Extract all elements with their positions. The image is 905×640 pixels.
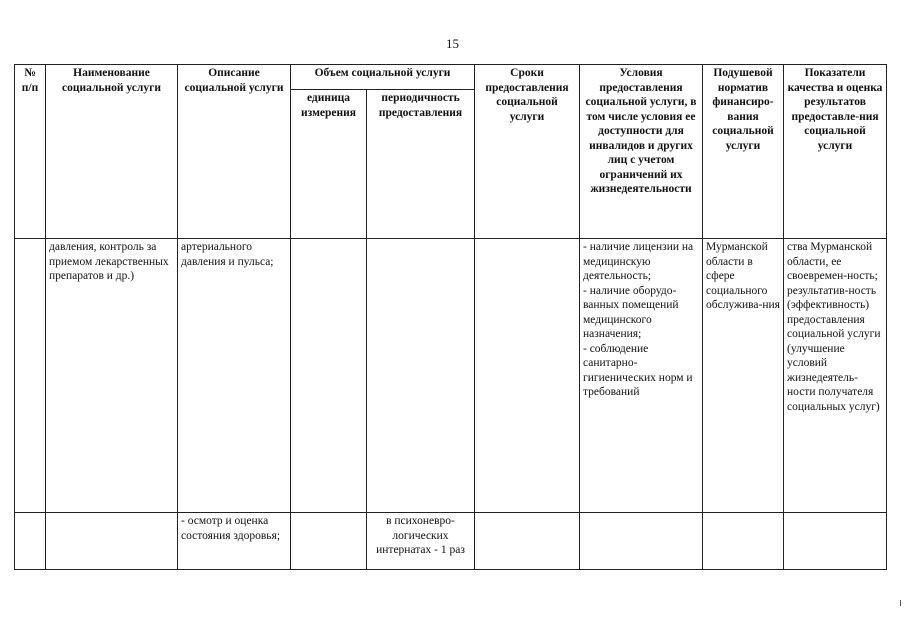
cell-conditions <box>580 513 703 570</box>
cell-norm <box>703 513 784 570</box>
header-row <box>15 65 887 90</box>
cell-name: давления, контроль за приемом лекарственных препаратов и др.) <box>46 239 178 513</box>
header-volume: Объем социальной услуги <box>291 65 475 90</box>
cell-description: артериального давления и пульса; <box>178 239 291 513</box>
cell-unit <box>291 239 367 513</box>
header-description: Описание социальной услуги <box>178 65 291 239</box>
cell-indicators <box>784 513 887 570</box>
cell-name <box>46 513 178 570</box>
header-periodicity: периодичность предоставления <box>367 90 475 239</box>
cell-terms <box>475 513 580 570</box>
cell-periodicity <box>367 239 475 513</box>
cell-unit <box>291 513 367 570</box>
table-row <box>15 239 887 513</box>
page-number: 15 <box>446 36 459 51</box>
cell-description: - осмотр и оценка состояния здоровья; <box>178 513 291 570</box>
cell-norm: Мурманской области в сфере социального обслужива-ния <box>703 239 784 513</box>
cell-num <box>15 239 46 513</box>
header-unit: единица измерения <box>291 90 367 239</box>
cell-indicators: ства Мурманской области, ее своевремен-ность; результатив-ность (эффективность) предоставления социальной услуги (улучшение условий жизнедеятель-ности получателя социальных услуг) <box>784 239 887 513</box>
header-indicators: Показатели качества и оценка результатов предоставле-ния социальной услуги <box>784 65 887 239</box>
scan-artifact <box>900 600 901 606</box>
header-num: № п/п <box>15 65 46 239</box>
cell-num <box>15 513 46 570</box>
cell-periodicity: в психоневро-логических интернатах - 1 раз <box>367 513 475 570</box>
header-norm: Подушевой норматив финансиро-вания социальной услуги <box>703 65 784 239</box>
header-conditions: Условия предоставления социальной услуги, в том числе условия ее доступности для инвалидов и других лиц с учетом ограничений их жизнедеятельности <box>580 65 703 239</box>
table-row <box>15 513 887 570</box>
cell-conditions: - наличие лицензии на медицинскую деятельность; - наличие оборудо-ванных помещений медицинского назначения; - соблюдение санитарно-гигиенических норм и требований <box>580 239 703 513</box>
header-name: Наименование социальной услуги <box>46 65 178 239</box>
header-terms: Сроки предоставления социальной услуги <box>475 65 580 239</box>
social-services-table <box>14 64 887 570</box>
cell-terms <box>475 239 580 513</box>
